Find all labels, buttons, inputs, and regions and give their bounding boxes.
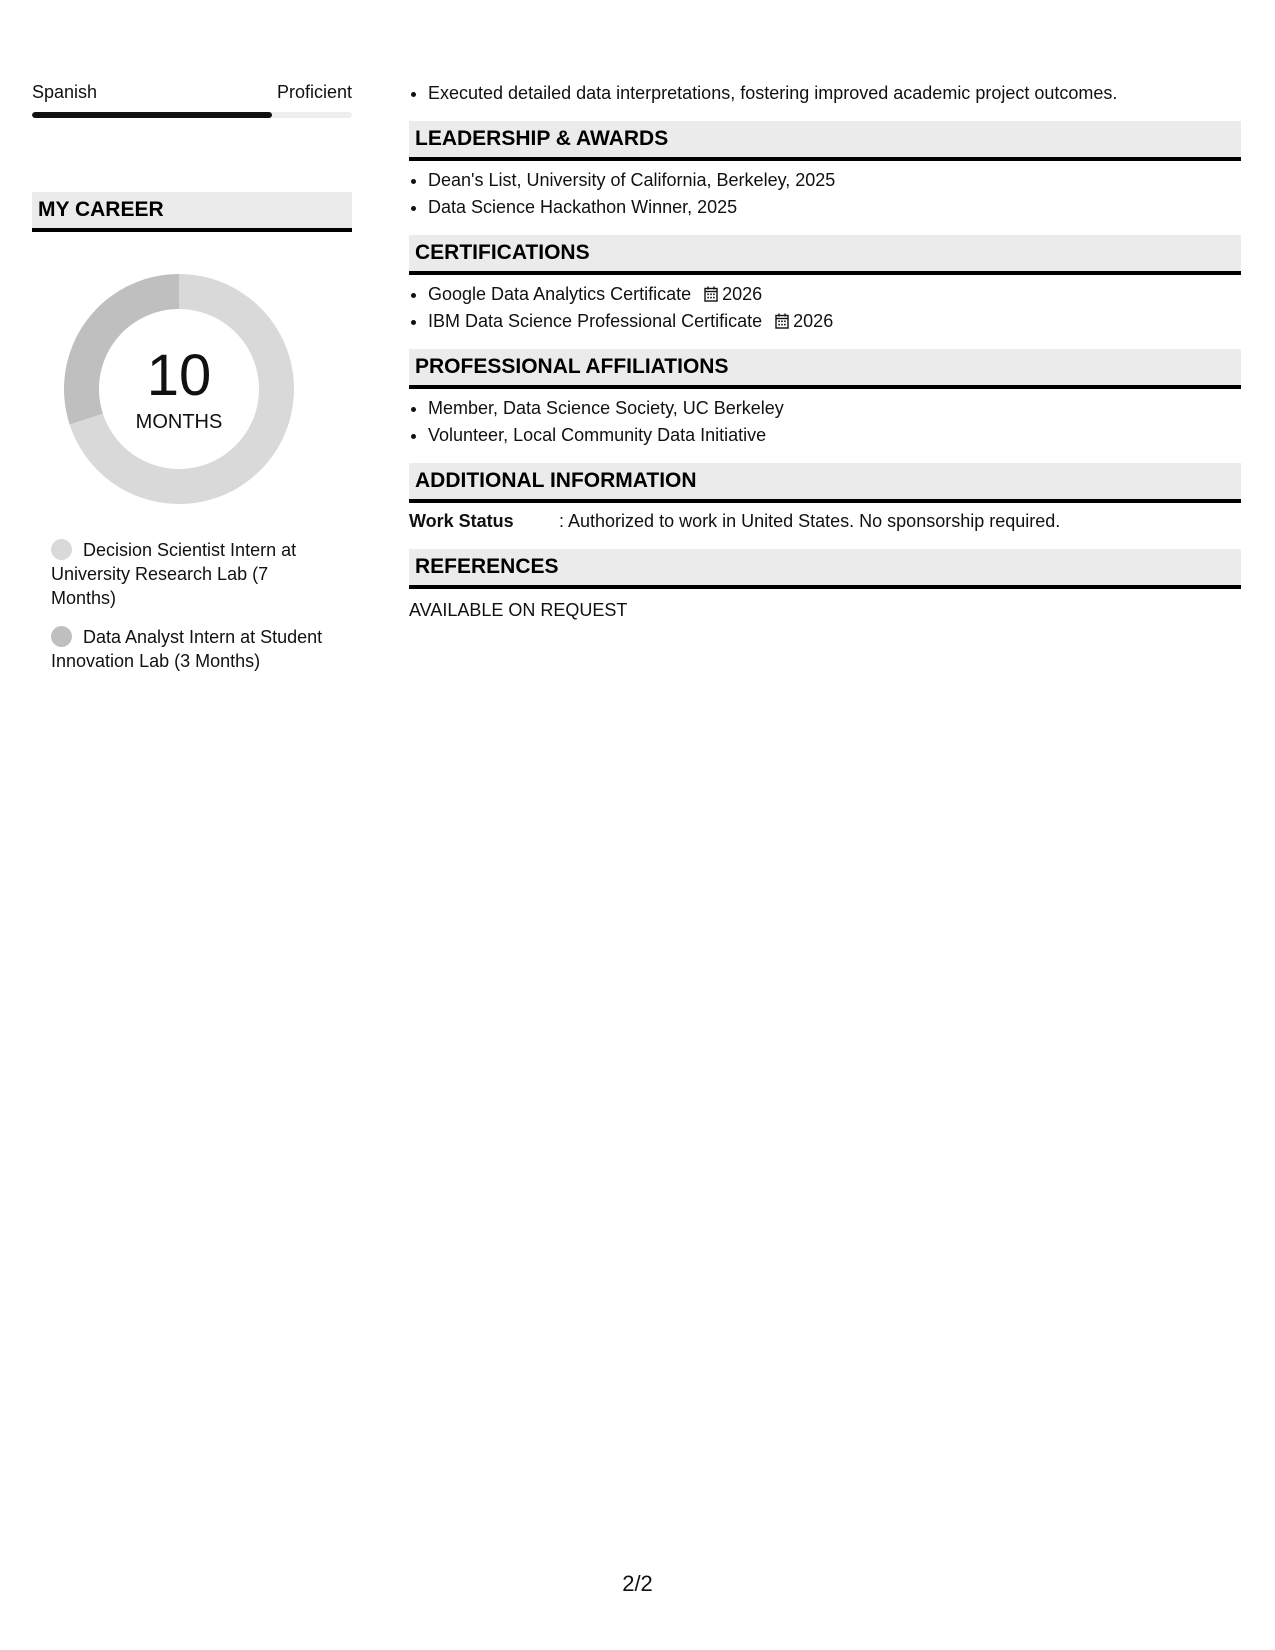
list-item <box>428 281 1241 308</box>
section-heading: PROFESSIONAL AFFILIATIONS <box>409 349 1241 389</box>
language-level: Proficient <box>276 82 352 102</box>
legend-label: Decision Scientist Intern at University Research Lab (7 Months) <box>51 540 297 608</box>
certification-year: 2026 <box>793 311 834 331</box>
list-item: • Volunteer, Local Community Data Initiative <box>428 422 1241 449</box>
right-column <box>409 80 1241 624</box>
legend-dot <box>51 626 72 647</box>
section-heading: REFERENCES <box>409 549 1241 589</box>
certification-name: Google Data Analytics Certificate <box>428 284 692 304</box>
career-total-unit: MONTHS <box>135 411 223 433</box>
affiliations-section <box>409 349 1241 449</box>
list-item: • Data Science Hackathon Winner, 2025 <box>428 194 1241 221</box>
additional-info-section <box>409 463 1241 535</box>
certification-name: IBM Data Science Professional Certificate <box>428 311 763 331</box>
list-item: • Member, Data Science Society, UC Berkeley <box>428 395 1241 422</box>
career-heading: MY CAREER <box>32 192 352 232</box>
list-item: • Executed detailed data interpretations, fostering improved academic project outcomes. <box>428 80 1241 107</box>
language-level-bar <box>32 112 352 118</box>
references-text: AVAILABLE ON REQUEST <box>409 600 628 620</box>
left-column <box>32 80 352 688</box>
legend-dot <box>51 539 72 560</box>
experience-bullets <box>409 80 1241 107</box>
list-item <box>428 308 1241 335</box>
language-skill <box>32 80 352 118</box>
section-heading: ADDITIONAL INFORMATION <box>409 463 1241 503</box>
certifications-section <box>409 235 1241 335</box>
leadership-section <box>409 121 1241 221</box>
section-heading: LEADERSHIP & AWARDS <box>409 121 1241 161</box>
career-total-number: 10 <box>146 343 212 408</box>
legend-label: Data Analyst Intern at Student Innovation Lab (3 Months) <box>51 627 323 671</box>
references-section <box>409 549 1241 624</box>
language-level-bar-fill <box>32 112 272 118</box>
list-item: • Dean's List, University of California, Berkeley, 2025 <box>428 167 1241 194</box>
calendar-icon <box>704 286 718 302</box>
certification-year: 2026 <box>722 284 763 304</box>
language-name: Spanish <box>32 82 98 102</box>
page-number: 2/2 <box>622 1571 653 1596</box>
career-legend-item <box>51 625 331 673</box>
section-heading: CERTIFICATIONS <box>409 235 1241 275</box>
work-status-row <box>409 508 1241 535</box>
career-donut-chart <box>64 274 294 504</box>
work-status-label: Work Status <box>409 511 514 531</box>
work-status-value: : Authorized to work in United States. No sponsorship required. <box>559 511 1061 531</box>
career-legend-item <box>51 538 331 610</box>
career-legend <box>51 538 331 673</box>
calendar-icon <box>775 313 789 329</box>
